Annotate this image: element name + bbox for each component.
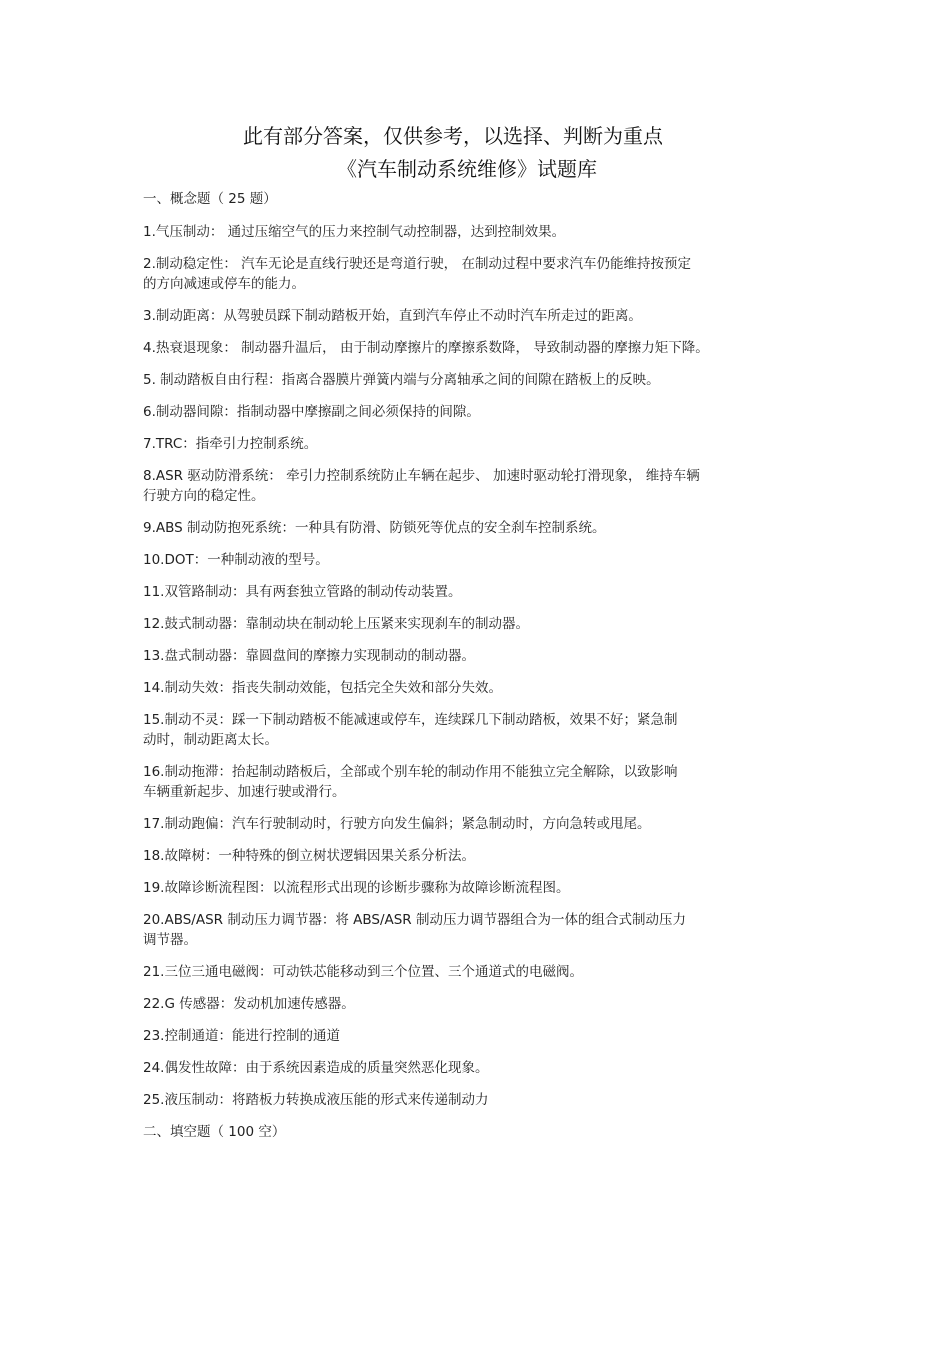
concept-item bbox=[143, 255, 813, 295]
concept-item-line: 5. 制动踏板自由行程：指离合器膜片弹簧内端与分离轴承之间的间隙在踏板上的反映。 bbox=[143, 372, 660, 388]
concept-item-line: 行驶方向的稳定性。 bbox=[143, 488, 265, 504]
concept-item bbox=[143, 763, 813, 803]
concept-item bbox=[143, 647, 813, 667]
concept-item-line: 2.制动稳定性： 汽车无论是直线行驶还是弯道行驶， 在制动过程中要求汽车仍能维持按预定 bbox=[143, 256, 691, 272]
document-title: 《汽车制动系统维修》试题库 bbox=[337, 157, 597, 181]
concept-item bbox=[143, 615, 813, 635]
concept-item bbox=[143, 403, 813, 423]
concept-item-line: 24.偶发性故障：由于系统因素造成的质量突然恶化现象。 bbox=[143, 1060, 489, 1076]
concept-item-line: 1.气压制动： 通过压缩空气的压力来控制气动控制器，达到控制效果。 bbox=[143, 224, 566, 240]
concept-item bbox=[143, 911, 813, 951]
concept-item-line: 动时，制动距离太长。 bbox=[143, 732, 278, 748]
concept-item-line: 17.制动跑偏：汽车行驶制动时，行驶方向发生偏斜；紧急制动时，方向急转或甩尾。 bbox=[143, 816, 651, 832]
concept-item bbox=[143, 307, 813, 327]
concept-item bbox=[143, 223, 813, 243]
concept-item-line: 18.故障树：一种特殊的倒立树状逻辑因果关系分析法。 bbox=[143, 848, 475, 864]
header-note: 此有部分答案，仅供参考，以选择、判断为重点 bbox=[243, 124, 663, 148]
concept-item bbox=[143, 1059, 813, 1079]
concept-item bbox=[143, 583, 813, 603]
concept-item-line: 8.ASR 驱动防滑系统： 牵引力控制系统防止车辆在起步、 加速时驱动轮打滑现象， 维持车辆 bbox=[143, 468, 700, 484]
concept-item bbox=[143, 847, 813, 867]
section-heading-concepts: 一、概念题（ 25 题） bbox=[143, 191, 277, 207]
concept-item bbox=[143, 435, 813, 455]
concept-item-line: 15.制动不灵：踩一下制动踏板不能减速或停车，连续踩几下制动踏板，效果不好；紧急制 bbox=[143, 712, 678, 728]
concept-list bbox=[143, 223, 813, 1123]
concept-item bbox=[143, 519, 813, 539]
concept-item-line: 22.G 传感器：发动机加速传感器。 bbox=[143, 996, 355, 1012]
concept-item-line: 21.三位三通电磁阀：可动铁芯能移动到三个位置、三个通道式的电磁阀。 bbox=[143, 964, 583, 980]
concept-item-line: 9.ABS 制动防抱死系统：一种具有防滑、防锁死等优点的安全刹车控制系统。 bbox=[143, 520, 606, 536]
concept-item bbox=[143, 371, 813, 391]
concept-item bbox=[143, 879, 813, 899]
concept-item-line: 调节器。 bbox=[143, 932, 197, 948]
concept-item-line: 3.制动距离：从驾驶员踩下制动踏板开始，直到汽车停止不动时汽车所走过的距离。 bbox=[143, 308, 642, 324]
concept-item-line: 25.液压制动：将踏板力转换成液压能的形式来传递制动力 bbox=[143, 1092, 489, 1108]
concept-item bbox=[143, 711, 813, 751]
concept-item bbox=[143, 1027, 813, 1047]
concept-item bbox=[143, 467, 813, 507]
concept-item bbox=[143, 551, 813, 571]
concept-item-line: 20.ABS/ASR 制动压力调节器：将 ABS/ASR 制动压力调节器组合为一体的组合式制动压力 bbox=[143, 912, 686, 928]
document-body bbox=[143, 190, 813, 1143]
concept-item bbox=[143, 1091, 813, 1111]
section-heading-fill-blank: 二、填空题（ 100 空） bbox=[143, 1124, 286, 1140]
concept-item-line: 12.鼓式制动器：靠制动块在制动轮上压紧来实现刹车的制动器。 bbox=[143, 616, 529, 632]
concept-item-line: 车辆重新起步、加速行驶或滑行。 bbox=[143, 784, 346, 800]
concept-item-line: 6.制动器间隙：指制动器中摩擦副之间必须保持的间隙。 bbox=[143, 404, 480, 420]
concept-item-line: 7.TRC：指牵引力控制系统。 bbox=[143, 436, 318, 452]
concept-item-line: 14.制动失效：指丧失制动效能，包括完全失效和部分失效。 bbox=[143, 680, 502, 696]
concept-item-line: 16.制动拖滞：抬起制动踏板后，全部或个别车轮的制动作用不能独立完全解除，以致影响 bbox=[143, 764, 678, 780]
concept-item-line: 23.控制通道：能进行控制的通道 bbox=[143, 1028, 340, 1044]
concept-item-line: 19.故障诊断流程图：以流程形式出现的诊断步骤称为故障诊断流程图。 bbox=[143, 880, 570, 896]
concept-item bbox=[143, 995, 813, 1015]
concept-item-line: 的方向减速或停车的能力。 bbox=[143, 276, 305, 292]
concept-item-line: 10.DOT：一种制动液的型号。 bbox=[143, 552, 329, 568]
concept-item-line: 4.热衰退现象： 制动器升温后， 由于制动摩擦片的摩擦系数降， 导致制动器的摩擦力矩下降。 bbox=[143, 340, 709, 356]
concept-item bbox=[143, 339, 813, 359]
concept-item bbox=[143, 815, 813, 835]
concept-item-line: 11.双管路制动：具有两套独立管路的制动传动装置。 bbox=[143, 584, 462, 600]
concept-item bbox=[143, 963, 813, 983]
concept-item-line: 13.盘式制动器：靠圆盘间的摩擦力实现制动的制动器。 bbox=[143, 648, 475, 664]
concept-item bbox=[143, 679, 813, 699]
